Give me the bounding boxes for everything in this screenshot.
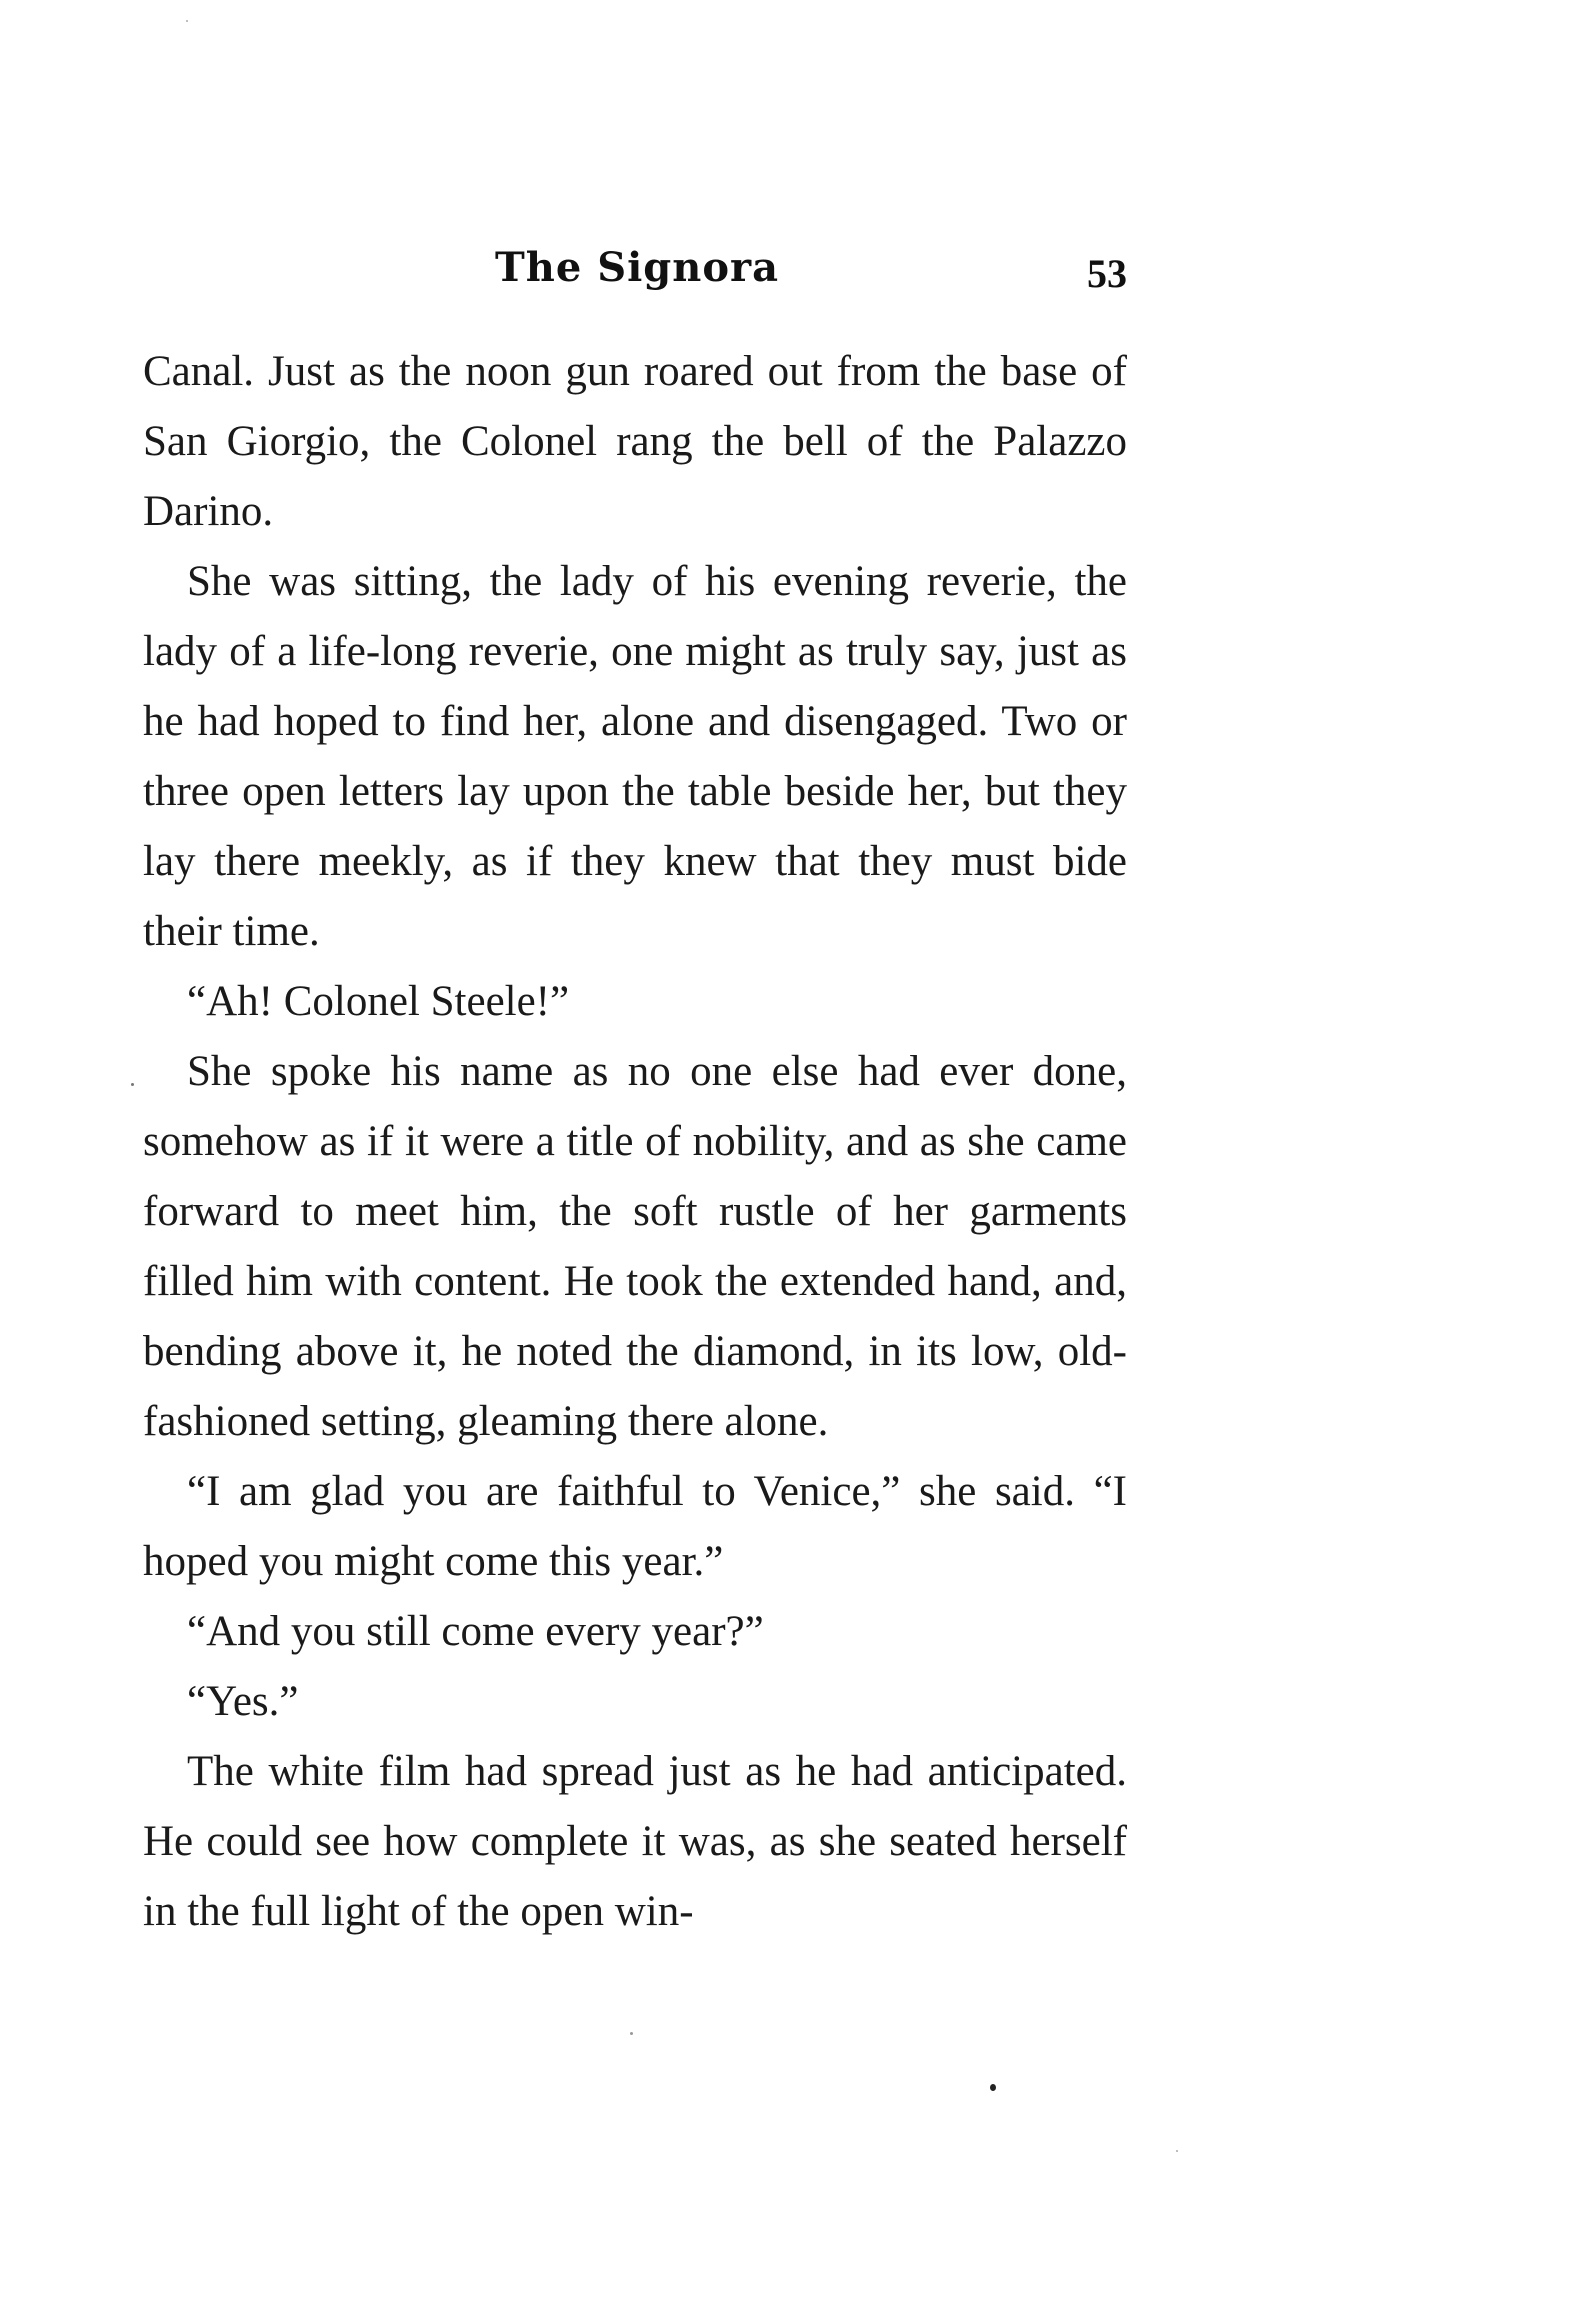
paragraph-3: “Ah! Colonel Steele!” xyxy=(187,978,570,1025)
paragraph-7: “Yes.” xyxy=(187,1678,299,1725)
paragraph-1: Canal. Just as the noon gun roared out from the base of San Giorgio, the Colonel rang the bell of the Palazzo Darino. xyxy=(143,348,1127,535)
paragraph-2: She was sitting, the lady of his evening reverie, the lady of a life-long reverie, one might as truly say, just as he had hoped to find her, alone and disengaged. Two or three open letters lay upon the table beside her, but they lay there meekly, as if they knew that they must bide their time. xyxy=(143,558,1127,955)
body-text xyxy=(143,337,1127,1947)
print-speck xyxy=(990,2084,996,2091)
paragraph-6: “And you still come every year?” xyxy=(187,1608,764,1655)
print-speck xyxy=(630,2032,633,2035)
page-number: 53 xyxy=(1087,251,1127,296)
paragraph-5: “I am glad you are faithful to Venice,” she said. “I hoped you might come this year.” xyxy=(143,1468,1127,1585)
paragraph-4: She spoke his name as no one else had ever done, somehow as if it were a title of nobility, and as she came forward to meet him, the soft rustle of her garments filled him with content. He took the extended hand, and, bending above it, he noted the diamond, in its low, old-fashioned setting, gleaming there alone. xyxy=(143,1048,1127,1445)
running-title: The Signora xyxy=(495,244,780,291)
paragraph-8: The white film had spread just as he had anticipated. He could see how complete it was, as she seated herself in the full light of the open win- xyxy=(143,1748,1127,1935)
print-speck xyxy=(186,20,188,22)
print-speck xyxy=(1176,2150,1178,2152)
running-head xyxy=(143,238,1127,308)
print-speck xyxy=(131,1083,134,1086)
